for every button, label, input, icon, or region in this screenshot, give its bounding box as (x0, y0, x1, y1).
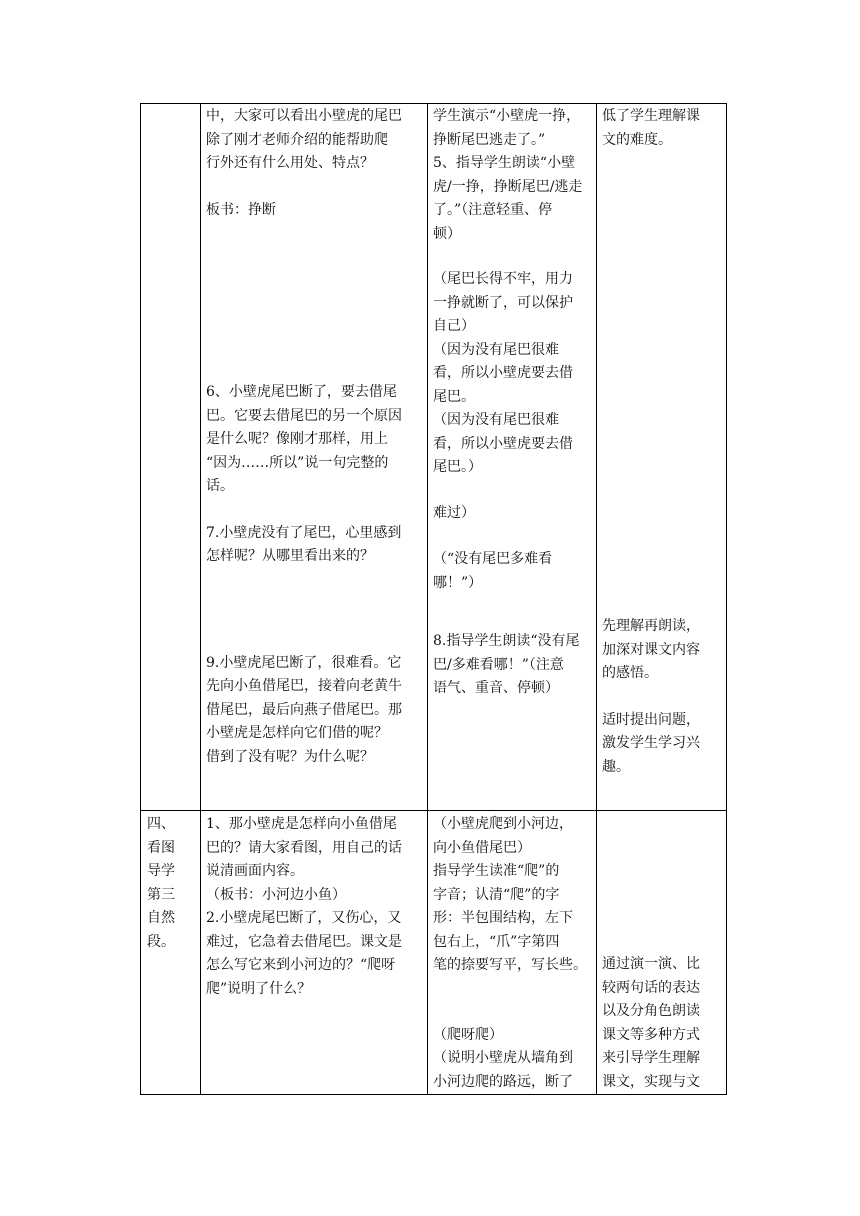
teacher-text: 中，大家可以看出小壁虎的尾巴 除了刚才老师介绍的能帮助爬 行外还有什么用处、特点？ (206, 108, 402, 171)
table-row (141, 104, 727, 811)
stage-cell (141, 104, 201, 811)
table-row (141, 811, 727, 1095)
teacher-question: 7.小壁虎没有了尾巴，心里感到 怎样呢？从哪里看出来的？ (206, 524, 402, 564)
student-text: 学生演示“小壁虎一挣， 挣断尾巴逃走了。” 5、指导学生朗读“小壁 虎/一挣，挣断尾巴/逃走 了。”（注意轻重、停 顿） (433, 108, 583, 242)
student-answer: （爬呀爬） （说明小壁虎从墙角到 小河边爬的路远，断了 (433, 1026, 573, 1090)
student-activity-cell (428, 104, 597, 811)
student-answer: （“没有尾巴多难看 哪！”） (433, 551, 553, 591)
intent-text: 通过演一演、比 较两句话的表达 以及分角色朗读 课文等多种方式 来引导学生理解 课文，实现与文 (602, 956, 700, 1090)
intent-text: 先理解再朗读， 加深对课文内容 的感悟。 (602, 618, 700, 681)
teacher-activity-cell (201, 811, 428, 1095)
intent-text: 适时提出问题， 激发学生学习兴 趣。 (602, 711, 700, 775)
student-answer: 难过） (433, 504, 475, 521)
student-text: （小壁虎爬到小河边， 向小鱼借尾巴） 指导学生读准“爬”的 字音；认清“爬”的字 形：半包围结构，左下 包右上，“爪”字第四 笔的捺要写平，写长些。 (433, 816, 587, 973)
stage-text: 四、 看图 导学 第三 自然 段。 (147, 816, 175, 950)
intent-text: 低了学生理解课 文的难度。 (602, 108, 700, 148)
teacher-activity-cell (201, 104, 428, 811)
blackboard-note: 板书：挣断 (206, 201, 276, 218)
reading-guidance: 8.指导学生朗读“没有尾 巴/多难看哪！”（注意 语气、重音、停顿） (433, 633, 580, 696)
design-intent-cell (597, 104, 727, 811)
teacher-question: 9.小壁虎尾巴断了，很难看。它 先向小鱼借尾巴，接着向老黄牛 借尾巴，最后向燕子借尾巴。那 小壁虎是怎样向它们借的呢？ 借到了没有呢？为什么呢？ (206, 654, 402, 765)
stage-cell (141, 811, 201, 1095)
teacher-question: 6、小壁虎尾巴断了，要去借尾 巴。它要去借尾巴的另一个原因 是什么呢？像刚才那样，用上 “因为……所以”说一句完整的 话。 (206, 384, 402, 494)
design-intent-cell (597, 811, 727, 1095)
lesson-plan-table (140, 103, 727, 1095)
student-answer: （尾巴长得不牢，用力 一挣就断了，可以保护 自己） （因为没有尾巴很难 看，所以小壁虎要去借 尾巴。 （因为没有尾巴很难 看，所以小壁虎要去借 尾巴。） (433, 271, 573, 475)
student-activity-cell (428, 811, 597, 1095)
teacher-text: 1、那小壁虎是怎样向小鱼借尾 巴的？请大家看图，用自己的话 说清画面内容。 （板书：小河边小鱼） 2.小壁虎尾巴断了，又伤心，又 难过，它急着去借尾巴。课文是 怎么写它来到小河边的？“爬呀 爬”说明了什么？ (206, 816, 402, 997)
